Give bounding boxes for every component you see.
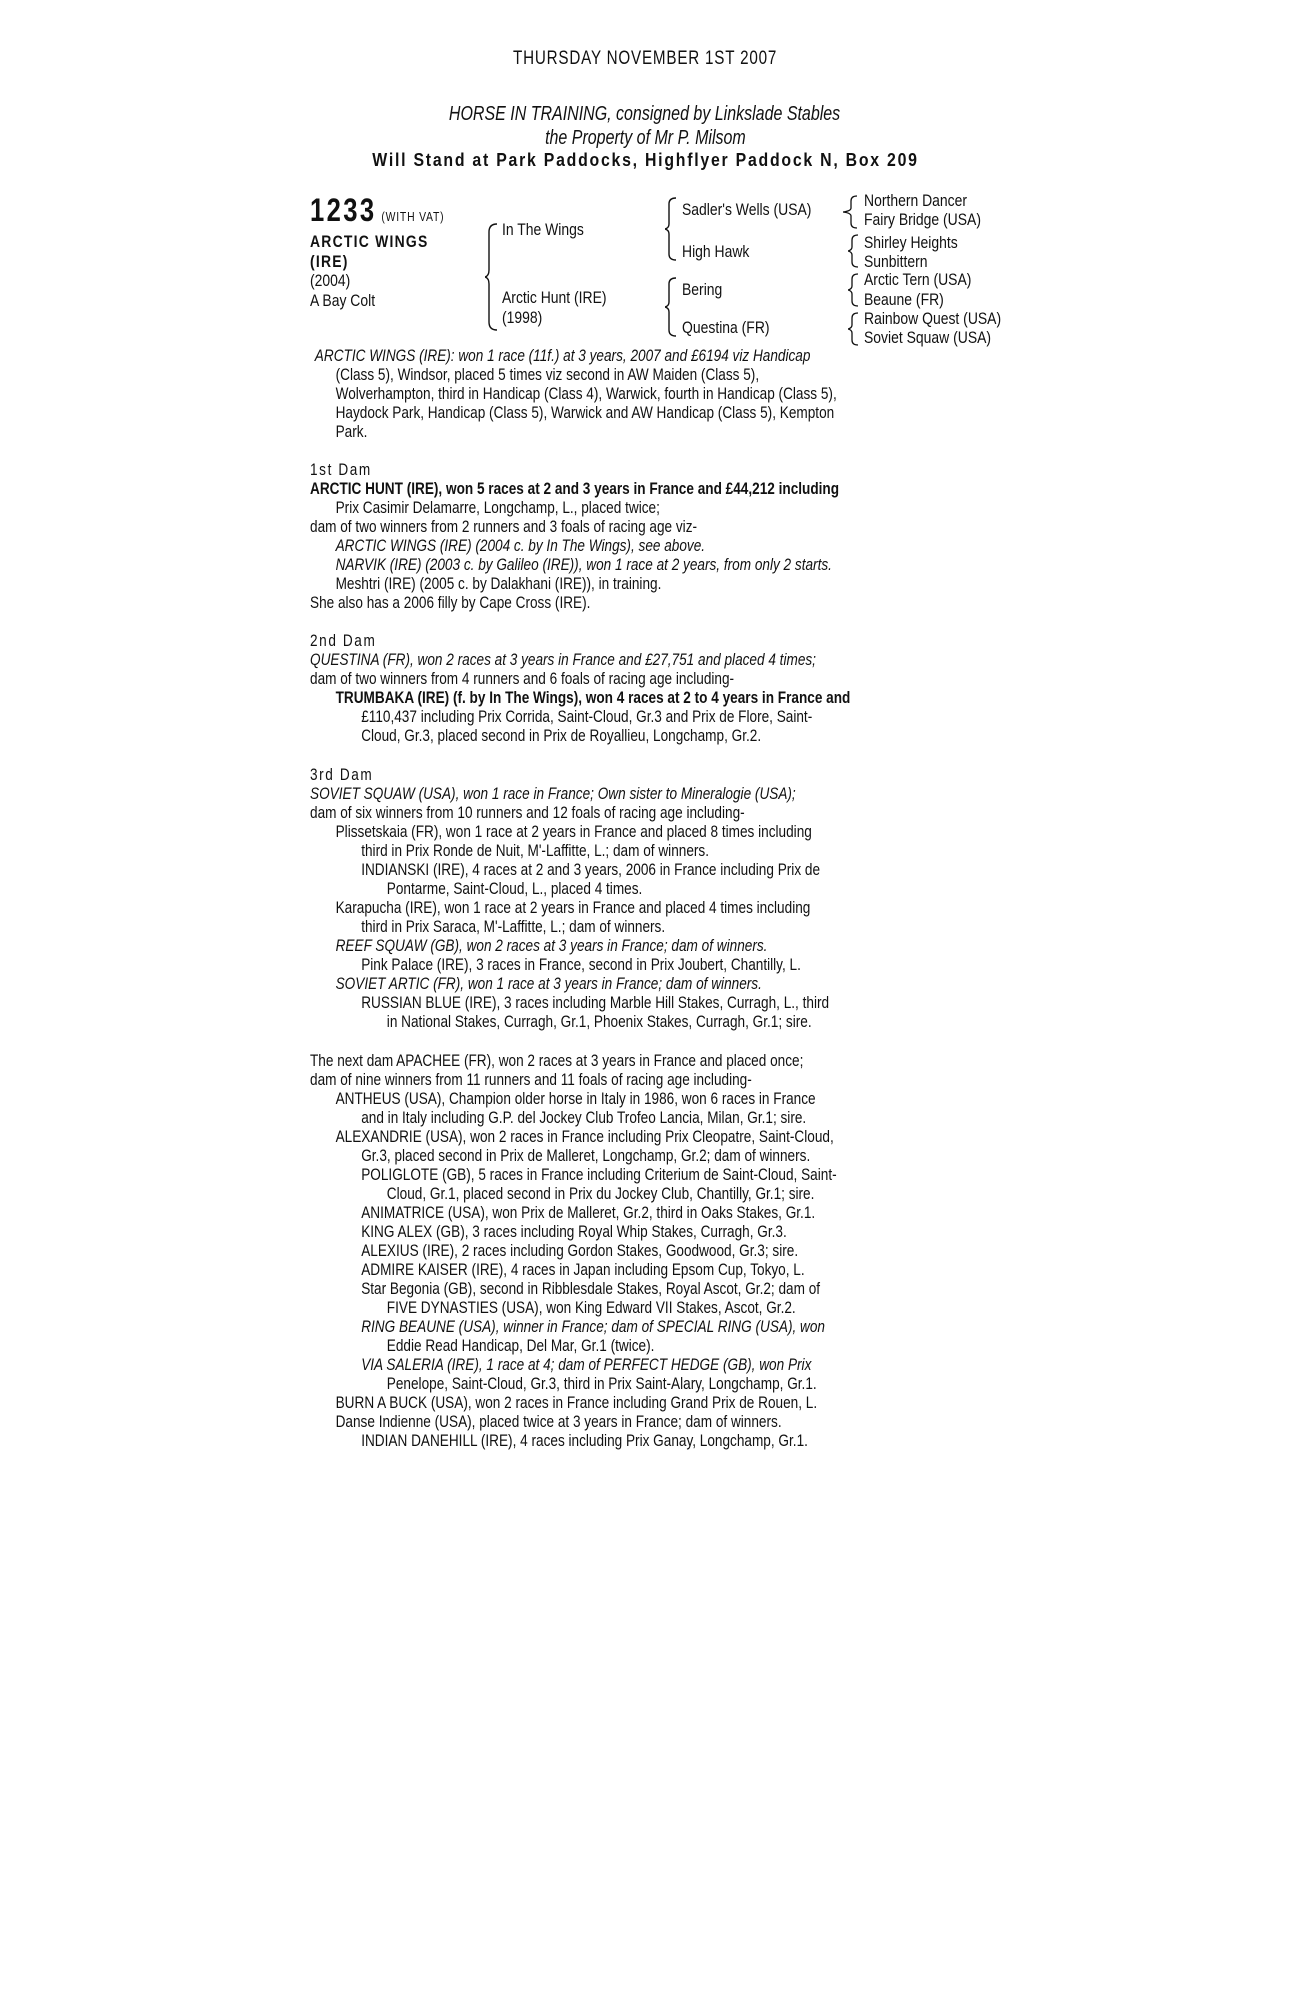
produce-line: ANTHEUS (USA), Champion older horse in Italy in 1986, won 6 races in France <box>335 1089 816 1108</box>
produce-line: third in Prix Ronde de Nuit, M'-Laffitte, L.; dam of winners. <box>361 841 709 860</box>
race-record <box>310 346 1130 441</box>
produce-line: TRUMBAKA (IRE) (f. by In The Wings), won 4 races at 2 to 4 years in France and <box>335 688 851 707</box>
horse-description: A Bay Colt <box>310 291 376 310</box>
produce-line: Karapucha (IRE), won 1 race at 2 years in France and placed 4 times including <box>335 898 811 917</box>
record-line: Haydock Park, Handicap (Class 5), Warwick and AW Handicap (Class 5), Kempton <box>335 403 835 422</box>
horse-name: ARCTIC WINGS <box>310 232 429 251</box>
produce-line: Pink Palace (IRE), 3 races in France, second in Prix Joubert, Chantilly, L. <box>361 955 801 974</box>
record-line: ARCTIC WINGS (IRE): won 1 race (11f.) at 3 years, 2007 and £6194 viz Handicap <box>314 346 811 365</box>
horse-country: (IRE) <box>310 252 349 271</box>
produce-line: Meshtri (IRE) (2005 c. by Dalakhani (IRE)), in training. <box>335 574 662 593</box>
vat-note: (WITH VAT) <box>381 209 445 224</box>
dam-line: She also has a 2006 filly by Cape Cross (IRE). <box>310 593 591 612</box>
record-line: Park. <box>335 422 368 441</box>
produce-line: INDIANSKI (IRE), 4 races at 2 and 3 years, 2006 in France including Prix de <box>361 860 821 879</box>
pedigree-dam-dam: Questina (FR) <box>682 318 770 337</box>
produce-line: Star Begonia (GB), second in Ribblesdale Stakes, Royal Ascot, Gr.2; dam of <box>361 1279 821 1298</box>
dam-line: Prix Casimir Delamarre, Longchamp, L., placed twice; <box>335 498 660 517</box>
produce-line: ANIMATRICE (USA), won Prix de Malleret, Gr.2, third in Oaks Stakes, Gr.1. <box>361 1203 816 1222</box>
pedigree-sire-sire: Sadler's Wells (USA) <box>682 200 812 219</box>
pedigree-sire-dam: High Hawk <box>682 242 750 261</box>
pedigree-dam-sire: Bering <box>682 280 723 299</box>
horse-year: (2004) <box>310 271 351 290</box>
produce-line: INDIAN DANEHILL (IRE), 4 races including Prix Ganay, Longchamp, Gr.1. <box>361 1431 808 1450</box>
dam-line: dam of six winners from 10 runners and 12 foals of racing age including- <box>310 803 745 822</box>
produce-line: FIVE DYNASTIES (USA), won King Edward VII Stakes, Ascot, Gr.2. <box>386 1298 796 1317</box>
produce-line: Cloud, Gr.3, placed second in Prix de Royallieu, Longchamp, Gr.2. <box>361 726 762 745</box>
produce-line: ADMIRE KAISER (IRE), 4 races in Japan including Epsom Cup, Tokyo, L. <box>361 1260 805 1279</box>
sale-date: THURSDAY NOVEMBER 1ST 2007 <box>512 48 778 69</box>
next-dam-section <box>310 1051 1130 1450</box>
pedigree-dsd: Beaune (FR) <box>864 290 944 309</box>
produce-line: BURN A BUCK (USA), won 2 races in France including Grand Prix de Rouen, L. <box>335 1393 818 1412</box>
owner-line: the Property of Mr P. Milsom <box>544 127 746 149</box>
produce-line: RING BEAUNE (USA), winner in France; dam of SPECIAL RING (USA), won <box>361 1317 825 1336</box>
produce-line: Cloud, Gr.1, placed second in Prix du Jockey Club, Chantilly, Gr.1; sire. <box>386 1184 815 1203</box>
produce-line: £110,437 including Prix Corrida, Saint-Cloud, Gr.3 and Prix de Flore, Saint- <box>361 707 813 726</box>
produce-line: Danse Indienne (USA), placed twice at 3 years in France; dam of winners. <box>335 1412 782 1431</box>
produce-line: VIA SALERIA (IRE), 1 race at 4; dam of PERFECT HEDGE (GB), won Prix <box>361 1355 812 1374</box>
pedigree-sds: Shirley Heights <box>864 233 958 252</box>
produce-line: and in Italy including G.P. del Jockey Club Trofeo Lancia, Milan, Gr.1; sire. <box>361 1108 807 1127</box>
produce-line: Gr.3, placed second in Prix de Malleret, Longchamp, Gr.2; dam of winners. <box>361 1146 811 1165</box>
dam-line: dam of two winners from 4 runners and 6 foals of racing age including- <box>310 669 735 688</box>
dam-line: dam of nine winners from 11 runners and 11 foals of racing age including- <box>310 1070 752 1089</box>
pedigree-brace-3d <box>848 311 860 347</box>
record-line: (Class 5), Windsor, placed 5 times viz second in AW Maiden (Class 5), <box>335 365 760 384</box>
produce-line: third in Prix Saraca, M'-Laffitte, L.; dam of winners. <box>361 917 666 936</box>
produce-line: Pontarme, Saint-Cloud, L., placed 4 times. <box>386 879 643 898</box>
pedigree-brace-3b <box>848 233 860 269</box>
produce-line: POLIGLOTE (GB), 5 races in France including Criterium de Saint-Cloud, Saint- <box>361 1165 837 1184</box>
produce-line: in National Stakes, Curragh, Gr.1, Phoenix Stakes, Curragh, Gr.1; sire. <box>386 1012 812 1031</box>
produce-line: Plissetskaia (FR), won 1 race at 2 years in France and placed 8 times including <box>335 822 812 841</box>
pedigree-brace-3a <box>843 194 859 230</box>
section-heading: 3rd Dam <box>310 765 374 784</box>
dam-line: The next dam APACHEE (FR), won 2 races at 3 years in France and placed once; <box>310 1051 804 1070</box>
pedigree-sire: In The Wings <box>502 220 584 239</box>
section-heading: 1st Dam <box>310 460 372 479</box>
pedigree-dam: Arctic Hunt (IRE) <box>502 288 607 307</box>
produce-line: ARCTIC WINGS (IRE) (2004 c. by In The Wings), see above. <box>335 536 706 555</box>
pedigree-dam-year: (1998) <box>502 308 543 327</box>
record-line: Wolverhampton, third in Handicap (Class 4), Warwick, fourth in Handicap (Class 5), <box>335 384 837 403</box>
produce-line: SOVIET ARTIC (FR), won 1 race at 3 years in France; dam of winners. <box>335 974 762 993</box>
pedigree-brace-2a <box>665 196 679 262</box>
consignment-line: HORSE IN TRAINING, consigned by Linkslade Stables <box>449 103 841 125</box>
dam-line: QUESTINA (FR), won 2 races at 3 years in France and £27,751 and placed 4 times; <box>310 650 816 669</box>
pedigree-brace-2b <box>665 276 679 338</box>
pedigree-dss: Arctic Tern (USA) <box>864 270 972 289</box>
pedigree-ddd: Soviet Squaw (USA) <box>864 328 992 347</box>
first-dam-section <box>310 460 1130 612</box>
stabling-line: Will Stand at Park Paddocks, Highflyer Paddock N, Box 209 <box>371 150 919 170</box>
second-dam-section <box>310 631 1130 745</box>
pedigree-dds: Rainbow Quest (USA) <box>864 309 1002 328</box>
pedigree-ssd: Fairy Bridge (USA) <box>864 210 981 229</box>
pedigree-brace-3c <box>848 272 860 308</box>
dam-line: dam of two winners from 2 runners and 3 foals of racing age viz- <box>310 517 698 536</box>
lot-number: 1233 <box>310 192 377 228</box>
produce-line: ALEXANDRIE (USA), won 2 races in France including Prix Cleopatre, Saint-Cloud, <box>335 1127 834 1146</box>
lot-block <box>310 192 478 230</box>
produce-line: Penelope, Saint-Cloud, Gr.3, third in Prix Saint-Alary, Longchamp, Gr.1. <box>386 1374 817 1393</box>
produce-line: Eddie Read Handicap, Del Mar, Gr.1 (twice). <box>386 1336 655 1355</box>
produce-line: KING ALEX (GB), 3 races including Royal Whip Stakes, Curragh, Gr.3. <box>361 1222 787 1241</box>
pedigree-sss: Northern Dancer <box>864 191 968 210</box>
produce-line: ALEXIUS (IRE), 2 races including Gordon Stakes, Goodwood, Gr.3; sire. <box>361 1241 799 1260</box>
dam-line: SOVIET SQUAW (USA), won 1 race in France; Own sister to Mineralogie (USA); <box>310 784 796 803</box>
pedigree-sdd: Sunbittern <box>864 252 928 271</box>
pedigree-brace-1 <box>485 222 501 332</box>
produce-line: REEF SQUAW (GB), won 2 races at 3 years in France; dam of winners. <box>335 936 768 955</box>
dam-line: ARCTIC HUNT (IRE), won 5 races at 2 and 3 years in France and £44,212 including <box>310 479 840 498</box>
produce-line: NARVIK (IRE) (2003 c. by Galileo (IRE)), won 1 race at 2 years, from only 2 starts. <box>335 555 832 574</box>
section-heading: 2nd Dam <box>310 631 377 650</box>
produce-line: RUSSIAN BLUE (IRE), 3 races including Marble Hill Stakes, Curragh, L., third <box>361 993 830 1012</box>
third-dam-section <box>310 765 1130 1031</box>
